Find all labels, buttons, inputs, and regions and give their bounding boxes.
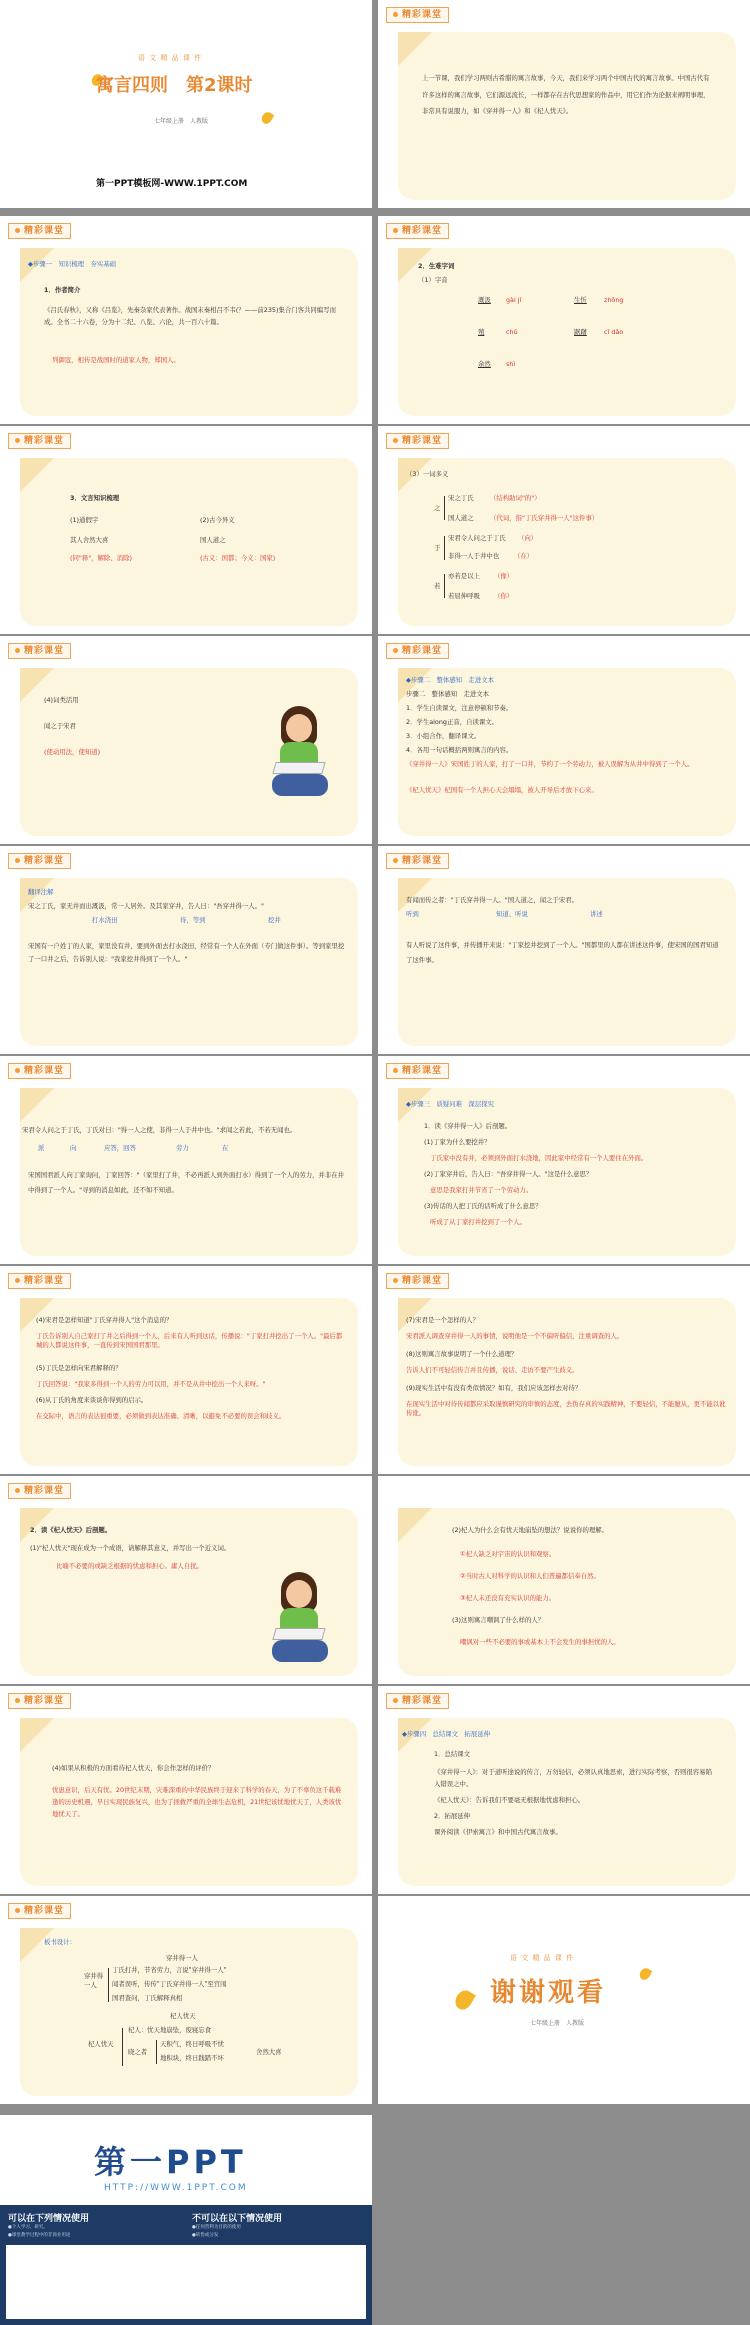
section-header: 精彩课堂 (8, 853, 71, 869)
author-heading: 1．作者简介 (44, 286, 81, 294)
classical-text: 宋之丁氏，家无井而出溉汲，常一人居外。及其家穿井，告人曰："吾穿井得一人。" (28, 902, 264, 910)
vocab-pinyin: zhōng (604, 296, 624, 304)
overview-summary: 《穿井得一人》宋国姓丁的人家，打了一口井，节约了一个劳动力，被人误解为从井中得到了一个人。 (406, 760, 694, 768)
question: (4)如果从积极的方面看待杞人忧天，你会作怎样的评价？ (52, 1764, 215, 1772)
series-label: 语 文 精 品 课 件 (510, 1954, 575, 1962)
footer-url[interactable]: HTTP://WWW.1PPT.COM (104, 2183, 248, 2193)
board-line: 国君查问，丁氏解释真相 (112, 1994, 183, 2002)
classical-a: (1)通假字 (70, 516, 99, 524)
step-title: ◆步骤一 知识梳理 夯实基础 (28, 260, 116, 268)
site-label: 第一PPT模板网-WWW.1PPT.COM (96, 179, 248, 189)
overview-summary: 《杞人忧天》杞国有一个人担心天会塌塌，被人开导后才放下心来。 (406, 786, 598, 794)
question: (2)丁家穿井后，告人曰："吾穿井得一人。"这是什么意思？ (424, 1170, 593, 1178)
footer-right-line: ●任何营利为目的的使用 (192, 2225, 241, 2230)
board-line: 杞人：忧天地崩坠，废寝忘食 (128, 2026, 212, 2034)
answer: 在交际中，语言的表达很重要，必须做到表达准确、清晰，以避免不必要的误会和歧义。 (36, 1412, 286, 1420)
footer-right-title: 不可以在以下情况使用 (192, 2214, 283, 2224)
question: (1)丁家为什么要挖井？ (424, 1138, 491, 1146)
slide-translation-1 (0, 846, 372, 1054)
classical-heading: 3．文言知识梳理 (70, 494, 120, 502)
footer-left-title: 可以在下列情况使用 (8, 2214, 90, 2224)
vocab-heading: 2．生难字词 (418, 262, 455, 270)
section-header: 精彩课堂 (8, 1693, 71, 1709)
slide-word-class (0, 636, 372, 844)
gloss: 劳力 (176, 1144, 189, 1152)
slide-analysis-1 (378, 1056, 750, 1264)
gloss: 讲述 (590, 910, 603, 918)
section-header: 精彩课堂 (8, 223, 71, 239)
translation-text: 有人听说了这件事，并传播开来说："丁家挖井挖到了一个人。"国都里的人都在讲述这件事，使宋国的国君知道了这件事。 (406, 941, 719, 965)
gloss: 听到 (406, 910, 419, 918)
classical-text: 有闻而传之者："丁氏穿井得一人。"国人道之，闻之于宋君。 (406, 896, 579, 904)
section-header: 精彩课堂 (386, 223, 449, 239)
word-class-note: (使动用法，使知道) (44, 748, 101, 756)
question: (2)杞人为什么会有忧天地崩坠的想法？说说你的理解。 (452, 1526, 609, 1534)
board-line: 天积气，终日呼吸不忧 (160, 2040, 224, 2048)
footer-logo: 第一PPT (94, 2143, 247, 2181)
overview-line: 步骤二 整体感知 走进文本 (406, 690, 490, 698)
polysemy-heading: （3）一词多义 (406, 470, 449, 478)
yu-1: 宋君令人问之于丁氏 (448, 534, 506, 542)
blank-area (378, 2115, 750, 2325)
footer-left-line: ●个人学习、研究。 (8, 2225, 48, 2230)
author-text: 《吕氏春秋》，又称《吕览》，先秦杂家代表著作。战国末秦相吕不韦(？——前235)集合门客共同编写而成。全书二十六卷，分为十二纪、八览、六论，共一百六十篇。 (44, 306, 336, 327)
zhi-1: 宋之丁氏 (448, 494, 474, 502)
classical-d: 国人道之 (200, 536, 226, 544)
author-text-red: 列御寇，相传是战国时的道家人物，郑国人。 (52, 356, 180, 364)
slide-overview (378, 636, 750, 844)
gloss: 在 (222, 1144, 229, 1152)
vocab-word: 生忻 (574, 296, 587, 304)
summary-line: 2．拓展延伸 (434, 1812, 471, 1820)
zhi-1-note: （结构助词"的"） (490, 494, 541, 502)
summary-line: 课外阅读《伊索寓言》和中国古代寓言故事。 (434, 1828, 562, 1836)
board-label: 板书设计： (44, 1938, 76, 1946)
overview-line: 3．小组合作，翻译课文。 (406, 732, 481, 740)
footer-left-line: ●课堂教学过程中的非商业用途 (8, 2233, 71, 2238)
step-title: ◆步骤四 总结课文 拓展延伸 (402, 1730, 490, 1738)
answer: 宋君派人调查穿井得一人的事情，说明他是一个不偏听偏信，注重调查的人。 (406, 1332, 624, 1340)
vocab-word: 溉汲 (478, 296, 491, 304)
section-header: 精彩课堂 (386, 433, 449, 449)
gold-leaf-icon (638, 1966, 653, 1981)
word-class-example: 闻之于宋君 (44, 722, 76, 730)
gold-leaf-icon (260, 110, 275, 125)
ruo-2: 若屈伸呼吸 (448, 592, 480, 600)
board-line: 丁氏打井，节省劳力，言说"穿井得一人" (112, 1966, 227, 1974)
gloss: 打水浇田 (92, 916, 118, 924)
zhi-2: 国人道之 (448, 514, 474, 522)
answer: 在现实生活中对待传闻都应采取谨慎研究的审慎的态度，去伪存真的实践精神，不要轻信，不能臆从，更不能以讹传讹。 (406, 1400, 726, 1417)
step-title: ◆步骤三 质疑问难 深层探究 (406, 1100, 494, 1108)
section-header: 精彩课堂 (386, 853, 449, 869)
ruo-1-note: （像） (494, 572, 514, 580)
series-label: 语 文 精 品 课 件 (138, 54, 203, 62)
summary-line: 1．总结课文 (434, 1750, 471, 1758)
slide-analysis-2 (0, 1266, 372, 1474)
classical-text: 宋君令人问之于丁氏，丁氏对曰："得一人之使，非得一人于井中也。"求闻之若此，不若无闻也。 (22, 1126, 297, 1134)
section-header: 精彩课堂 (386, 7, 449, 23)
yu-1-note: （向） (518, 534, 538, 542)
translation-label: 翻译注解 (28, 888, 54, 896)
slide-title-text: 寓言四则 第2课时 (96, 75, 253, 96)
grade-label: 七年级上册 人教版 (530, 2020, 585, 2027)
thanks-title: 谢谢观看 (490, 1978, 607, 2008)
vocab-word: 殖 (478, 328, 485, 336)
section-header: 精彩课堂 (8, 643, 71, 659)
board-line: 闻者误听，传传"丁氏穿井得一人"至宫闱 (112, 1980, 227, 1988)
ruo-1: 亦若是以上 (448, 572, 480, 580)
footer-right-line: ●转售或分发 (192, 2233, 219, 2238)
slide-polysemy (378, 426, 750, 634)
slide-translation-2 (378, 846, 750, 1054)
vocab-word: 余然 (478, 360, 491, 368)
vocab-pinyin: shì (506, 360, 516, 368)
summary-line: 《杞人忧天》：告诉我们不要毫无根据地忧虑和担心。 (434, 1796, 585, 1804)
gloss: 向 (70, 1144, 77, 1152)
vocab-word: 踞躇 (574, 328, 587, 336)
answer: 告诉人们不可轻信传言并且传播，说话、走访不要产生歧义。 (406, 1366, 579, 1374)
overview-line: 4．各用一句话概括两则寓言的内容。 (406, 746, 513, 754)
answer: 丁氏家中没有井，必须到外面打水浇地，因此家中经常有一个人要住在外面。 (430, 1154, 648, 1162)
word-class-heading: (4)词类活用 (44, 696, 79, 704)
gloss: 待，等到 (180, 916, 206, 924)
answer: 丁氏告诉别人自己家打了井之后得到一个人，后来有人听到这话，传播说："丁家打井挖出了一个人。"最后都城的人都说这件事，一直传到宋国国君那里。 (36, 1332, 343, 1349)
slide-summary (378, 1686, 750, 1894)
board-group: 穿井得一人 (84, 1972, 104, 1989)
board-group: 杞人忧天 (88, 2040, 114, 2048)
section-header: 精彩课堂 (8, 1273, 71, 1289)
board-title: 穿井得一人 (166, 1954, 198, 1962)
overview-line: 1．学生自读课文，注意停顿和节奏。 (406, 704, 513, 712)
classical-c: 其人舍然大喜 (70, 536, 109, 544)
gloss: 派 (38, 1144, 45, 1152)
classical-f: (古义：国都；今义：国家) (200, 554, 276, 562)
section-header: 精彩课堂 (8, 1483, 71, 1499)
footer-promo (0, 2115, 372, 2325)
vocab-pinyin: cǐ dǎo (604, 328, 624, 336)
zhi-2-note: （代词，指"丁氏穿井得一人"这件事） (490, 514, 599, 522)
ruo-2-note: （你） (494, 592, 514, 600)
answer: 比喻不必要的或缺乏根据的忧虑和担心。庸人自扰。 (56, 1562, 203, 1570)
section-header: 精彩课堂 (386, 643, 449, 659)
board-group: 晓之者 (128, 2048, 148, 2056)
question: (3)传话的人把丁氏的话听成了什么意思？ (424, 1202, 542, 1210)
classical-b: (2)古今异义 (200, 516, 235, 524)
question: (4)宋君是怎样知道"丁氏穿井得人"这个消息的？ (36, 1316, 173, 1324)
step-title: ◆步骤二 整体感知 走进文本 (406, 676, 494, 684)
answer: ①杞人缺乏对宇宙的认识和观察。 (460, 1550, 556, 1558)
answer: 丁氏回答说："我家多得到一个人的劳力可以用，并不是从井中挖出一个人来呀。" (36, 1380, 266, 1388)
question: (5)丁氏是怎样向宋君解释的？ (36, 1364, 122, 1372)
question: (8)这则寓言故事说明了一个什么道理？ (406, 1350, 518, 1358)
answer: 意思是我家打井节省了一个劳动力。 (430, 1186, 533, 1194)
girl-reading-illustration (268, 1572, 330, 1668)
summary-line: 《穿井得一人》：对于道听途说的传言，万勿轻信，必须认真地思索，进行实际考察，否则很容易陷入错误之中。 (434, 1768, 712, 1789)
vocab-pinyin: chǔ (506, 328, 518, 336)
answer: 嘲讽对一些不必要的事或基本上不会发生的事担忧的人。 (460, 1638, 620, 1646)
char-yu: 于 (434, 544, 441, 552)
board-line: 地积块，终日践踏不坏 (160, 2054, 224, 2062)
translation-text: 宋国有一户姓丁的人家，家里没有井，要到外面去打水浇田，经常有一个人在外面（专门做这件事）。等到家里挖了一口井之后，告诉别人说："我家挖井得到了一个人。" (28, 942, 345, 964)
board-title: 杞人忧天 (170, 2012, 196, 2020)
yu-2-note: （在） (514, 552, 534, 560)
answer: 听成了从丁家打井挖到了一个人。 (430, 1218, 526, 1226)
slide-author (0, 216, 372, 424)
classical-e: (同"释"，解除、消除) (70, 554, 132, 562)
char-ruo: 若 (434, 582, 441, 590)
overview-line: 2．学生along正音，自读课文。 (406, 718, 499, 726)
section-header: 精彩课堂 (386, 1273, 449, 1289)
char-zhi: 之 (434, 504, 441, 512)
vocab-pinyin: gài jí (506, 296, 522, 304)
grade-label: 七年级上册 人教版 (154, 118, 209, 125)
question: (7)宋君是一个怎样的人？ (406, 1316, 479, 1324)
board-line: 舍然大喜 (256, 2048, 282, 2056)
yu-2: 非得一人于井中也 (448, 552, 500, 560)
content-pane (398, 248, 736, 416)
girl-reading-illustration (268, 706, 330, 802)
section-header: 精彩课堂 (8, 433, 71, 449)
section-header: 精彩课堂 (386, 1693, 449, 1709)
slide-thanks (378, 1896, 750, 2104)
slide-vocab (378, 216, 750, 424)
section-header: 精彩课堂 (386, 1063, 449, 1079)
slide-qiren-2 (378, 1476, 750, 1684)
slide-analysis-3 (378, 1266, 750, 1474)
question: (9)现实生活中有没有类似情况？如有，我们应该怎样去对待？ (406, 1384, 582, 1392)
question: 2．读《杞人忧天》后剖题。 (30, 1526, 112, 1534)
slide-intro (378, 0, 750, 208)
intro-text: 上一节课，我们学习两则古希腊的寓言故事，今天，我们来学习两个中国古代的寓言故事。中国古代有许多这样的寓言故事，它们源远流长，一样都存在古代思想家的作品中，用它们作为论据来阐明事理，非常具有说服力，如《穿井得一人》和《杞人忧天》。 (422, 74, 710, 116)
slide-board-design (0, 1896, 372, 2104)
slide-qiren-3 (0, 1686, 372, 1894)
answer: ③杞人未还没有充实认识的能力。 (460, 1594, 556, 1602)
answer: ②当时古人对科学的认识和人们普遍都信奉自然。 (460, 1572, 600, 1580)
footer-links-panel (6, 2245, 366, 2319)
slide-title (0, 0, 372, 208)
content-pane (20, 248, 358, 416)
section-header: 精彩课堂 (8, 1063, 71, 1079)
section-header: 精彩课堂 (8, 1903, 71, 1919)
answer: 忧患意识，后天有忧。20世纪末期，灾难深重的中华民族终于迎来了科学的春天，为了不辜负这千载难逢的历史机遇，早日实现民族复兴，也为了拯救严重的全球生态危机，21世纪该忧地忧天了，人类该忧地忧天了。 (52, 1786, 342, 1819)
question: (3)这则寓言嘲讽了什么样的人？ (452, 1616, 545, 1624)
translation-text: 宋国国君派人向丁家询问，丁家回答："（家里打了井，不必再派人到外面打水）得到了一个人的劳力，并非在井中得到了一个人。"寻到的消息如此，还不如不知道。 (28, 1171, 345, 1194)
vocab-sub: （1）字音 (418, 276, 448, 284)
question: 1．读《穿井得一人》后剖题。 (424, 1122, 512, 1130)
slide-qiren-1 (0, 1476, 372, 1684)
gloss: 挖井 (268, 916, 281, 924)
slide-classical (0, 426, 372, 634)
slide-translation-3 (0, 1056, 372, 1264)
gloss: 应答，回答 (104, 1144, 136, 1152)
gold-leaf-icon (452, 1987, 476, 2012)
question: (6)从丁氏的角度来谈谈你得到的启示。 (36, 1396, 148, 1404)
gloss: 知道、听说 (496, 910, 528, 918)
question: (1)"杞人忧天"现在成为一个成语，请解释其意义，并写出一个近义词。 (30, 1544, 231, 1552)
